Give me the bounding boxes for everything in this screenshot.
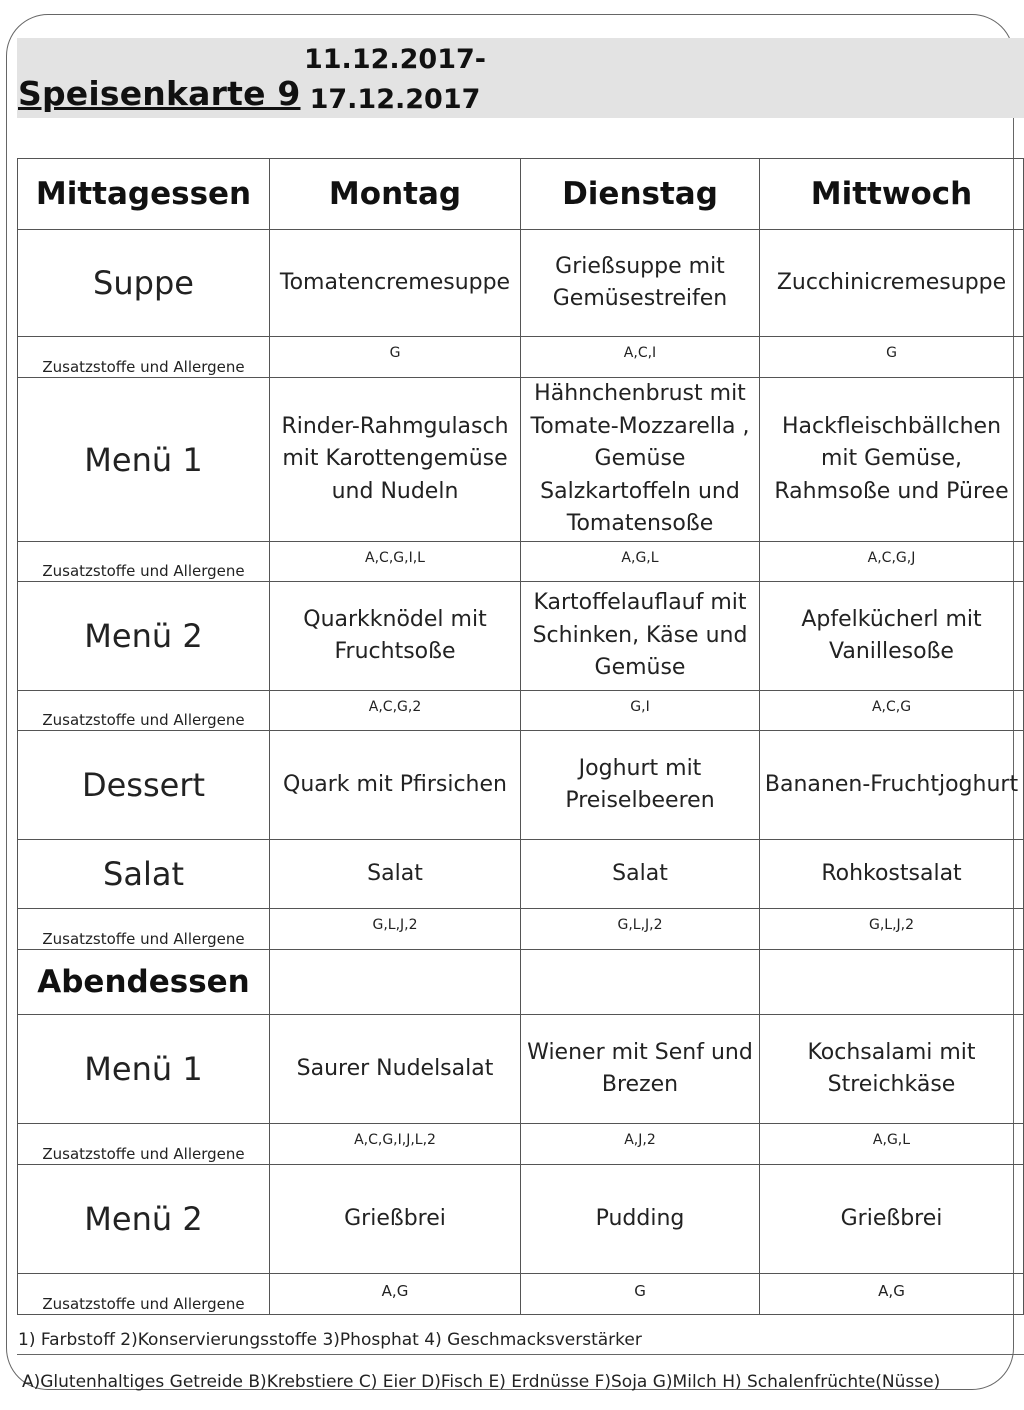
dish-cell: Kochsalami mit Streichkäse bbox=[760, 1015, 1024, 1124]
allergen-row bbox=[18, 337, 1024, 378]
dish-cell: Salat bbox=[270, 840, 521, 909]
date-range-start: 11.12.2017- bbox=[303, 44, 486, 75]
col-header-dienstag: Dienstag bbox=[521, 159, 760, 230]
dish-cell: Pudding bbox=[521, 1165, 760, 1274]
allergen-cell: A,G bbox=[760, 1274, 1024, 1315]
additives-legend: 1) Farbstoff 2)Konservierungsstoffe 3)Phosphat 4) Geschmacksverstärker bbox=[18, 1330, 642, 1350]
row-label-suppe: Suppe bbox=[18, 230, 270, 337]
dish-cell: Hackfleischbällchen mit Gemüse, Rahmsoße und Püree bbox=[760, 378, 1024, 542]
row-menu1 bbox=[18, 378, 1024, 542]
allergen-cell: G bbox=[521, 1274, 760, 1315]
menu-table bbox=[17, 158, 1024, 1315]
allergen-row bbox=[18, 542, 1024, 582]
allergen-cell: A,C,I bbox=[521, 337, 760, 378]
allergen-label: Zusatzstoffe und Allergene bbox=[18, 909, 270, 950]
allergen-label: Zusatzstoffe und Allergene bbox=[18, 691, 270, 731]
allergen-cell: G,I bbox=[521, 691, 760, 731]
row-dessert bbox=[18, 731, 1024, 840]
row-label-abend-menu2: Menü 2 bbox=[18, 1165, 270, 1274]
allergen-label: Zusatzstoffe und Allergene bbox=[18, 542, 270, 582]
row-label-salat: Salat bbox=[18, 840, 270, 909]
dish-cell: Tomatencremesuppe bbox=[270, 230, 521, 337]
header-row bbox=[18, 159, 1024, 230]
dish-cell: Quarkknödel mit Fruchtsoße bbox=[270, 582, 521, 691]
row-label-abend-menu1: Menü 1 bbox=[18, 1015, 270, 1124]
allergen-cell: G,L,J,2 bbox=[760, 909, 1024, 950]
allergen-cell: A,C,G,I,L bbox=[270, 542, 521, 582]
dish-cell: Grießbrei bbox=[760, 1165, 1024, 1274]
row-abend-menu1 bbox=[18, 1015, 1024, 1124]
dish-cell: Wiener mit Senf und Brezen bbox=[521, 1015, 760, 1124]
row-label-dessert: Dessert bbox=[18, 731, 270, 840]
dish-cell: Joghurt mit Preiselbeeren bbox=[521, 731, 760, 840]
allergen-cell: A,G bbox=[270, 1274, 521, 1315]
allergen-cell: G bbox=[760, 337, 1024, 378]
section-heading-abendessen: Abendessen bbox=[18, 950, 270, 1015]
dish-cell: Quark mit Pfirsichen bbox=[270, 731, 521, 840]
row-abendessen-heading bbox=[18, 950, 1024, 1015]
dish-cell: Grießsuppe mit Gemüsestreifen bbox=[521, 230, 760, 337]
allergen-cell: A,C,G bbox=[760, 691, 1024, 731]
dish-cell: Salat bbox=[521, 840, 760, 909]
date-range bbox=[300, 40, 490, 120]
allergen-cell: A,C,G,J bbox=[760, 542, 1024, 582]
allergen-cell: G bbox=[270, 337, 521, 378]
row-label-menu1: Menü 1 bbox=[18, 378, 270, 542]
allergen-cell: A,J,2 bbox=[521, 1124, 760, 1165]
dish-cell: Bananen-Fruchtjoghurt bbox=[760, 731, 1024, 840]
dish-cell: Rohkostsalat bbox=[760, 840, 1024, 909]
allergen-row bbox=[18, 1274, 1024, 1315]
page-title: Speisenkarte 9 bbox=[18, 74, 301, 113]
footer-divider bbox=[17, 1354, 1024, 1355]
dish-cell: Rinder-Rahmgulasch mit Karottengemüse und Nudeln bbox=[270, 378, 521, 542]
allergen-label: Zusatzstoffe und Allergene bbox=[18, 1274, 270, 1315]
allergen-cell: A,G,L bbox=[521, 542, 760, 582]
dish-cell: Zucchinicremesuppe bbox=[760, 230, 1024, 337]
dish-cell: Kartoffelauflauf mit Schinken, Käse und Gemüse bbox=[521, 582, 760, 691]
col-header-mittagessen: Mittagessen bbox=[18, 159, 270, 230]
row-suppe bbox=[18, 230, 1024, 337]
col-header-montag: Montag bbox=[270, 159, 521, 230]
allergens-legend: A)Glutenhaltiges Getreide B)Krebstiere C) Eier D)Fisch E) Erdnüsse F)Soja G)Milch H) Schalenfrüchte(Nüsse) bbox=[22, 1372, 941, 1392]
allergen-cell: A,C,G,2 bbox=[270, 691, 521, 731]
allergen-cell: A,G,L bbox=[760, 1124, 1024, 1165]
dish-cell: Hähnchenbrust mit Tomate-Mozzarella , Gemüse Salzkartoffeln und Tomatensoße bbox=[521, 378, 760, 542]
allergen-row bbox=[18, 909, 1024, 950]
dish-cell: Apfelkücherl mit Vanillesoße bbox=[760, 582, 1024, 691]
allergen-label: Zusatzstoffe und Allergene bbox=[18, 1124, 270, 1165]
row-abend-menu2 bbox=[18, 1165, 1024, 1274]
allergen-cell: G,L,J,2 bbox=[270, 909, 521, 950]
allergen-row bbox=[18, 1124, 1024, 1165]
allergen-row bbox=[18, 691, 1024, 731]
allergen-cell: G,L,J,2 bbox=[521, 909, 760, 950]
allergen-cell: A,C,G,I,J,L,2 bbox=[270, 1124, 521, 1165]
allergen-label: Zusatzstoffe und Allergene bbox=[18, 337, 270, 378]
dish-cell: Saurer Nudelsalat bbox=[270, 1015, 521, 1124]
row-label-menu2: Menü 2 bbox=[18, 582, 270, 691]
row-menu2 bbox=[18, 582, 1024, 691]
row-salat bbox=[18, 840, 1024, 909]
col-header-mittwoch: Mittwoch bbox=[760, 159, 1024, 230]
date-range-end: 17.12.2017 bbox=[309, 84, 481, 115]
dish-cell: Grießbrei bbox=[270, 1165, 521, 1274]
